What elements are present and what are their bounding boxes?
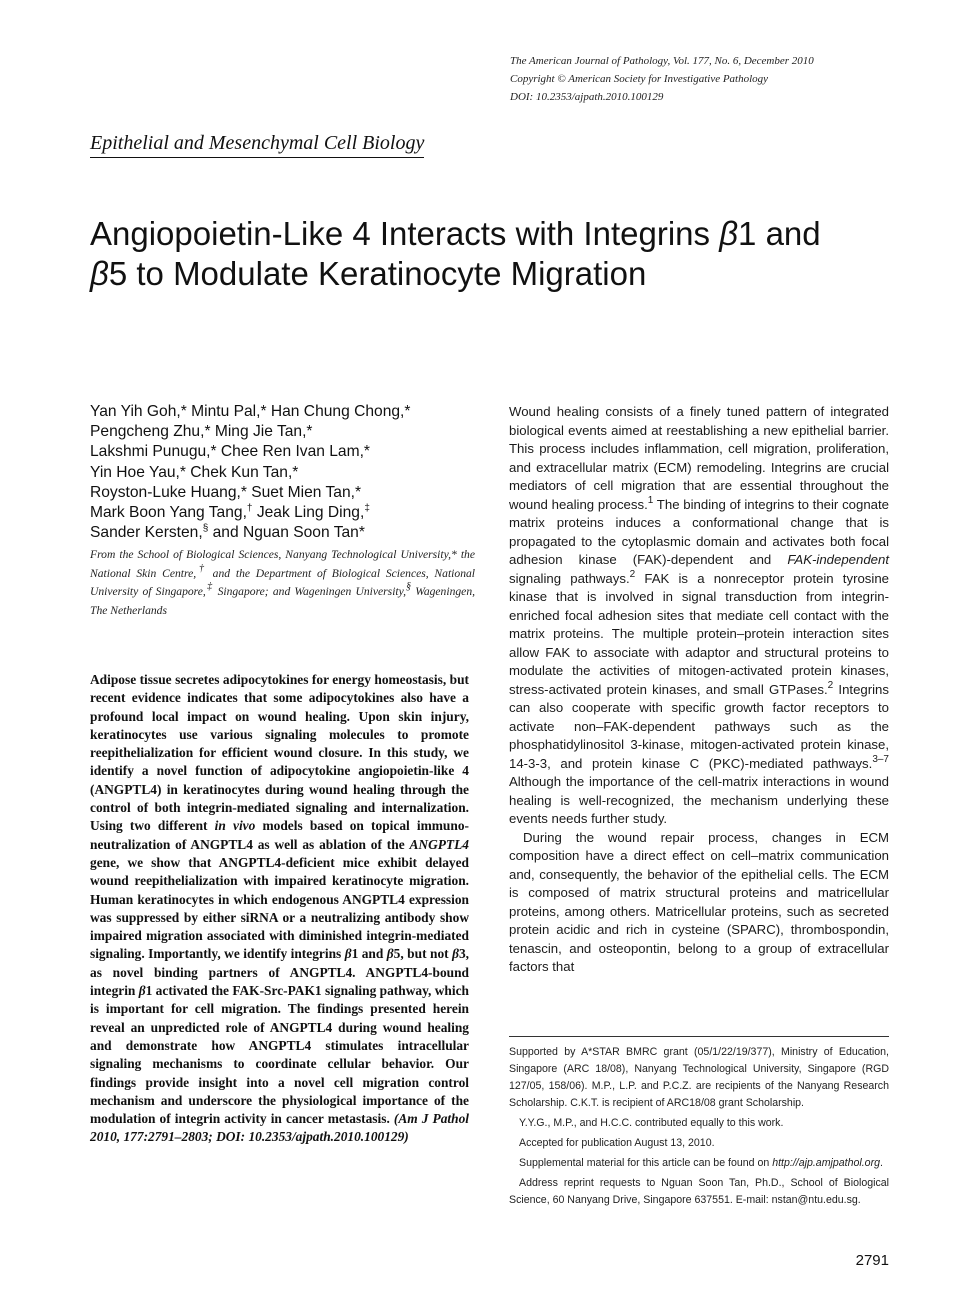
reference-marker: 2 — [629, 568, 636, 580]
reference-marker: 3–7 — [872, 753, 889, 765]
author-line: Lakshmi Punugu,* Chee Ren Ivan Lam,* — [90, 443, 370, 461]
abstract-text: models based on topical immuno-neutralization of ANGPTL4 as well as ablation of the — [90, 818, 469, 852]
journal-citation-line: The American Journal of Pathology, Vol. 177, No. 6, December 2010 — [510, 55, 814, 67]
beta-symbol: β — [138, 983, 146, 999]
affiliation-marker: ‡ — [205, 581, 214, 593]
body-text: FAK is a nonreceptor protein tyrosine kinase that is involved in signal transduction from integrin-enriched focal adhesion sites that mediate cell contact with the matrix proteins. The multiple protein–protein interaction sites allow FAK to associate with adaptor and structural proteins to modulate the activities of mitogen-activated protein kinases, stress-activated protein kinases, and small GTPases. — [509, 570, 889, 697]
affiliation-text: From the School of Biological Sciences, Nanyang Technological University,* the National Skin Centre, — [90, 548, 475, 580]
reference-marker: 1 — [647, 494, 654, 506]
abstract-text: 1 and — [351, 946, 387, 962]
reprint-footnote: Address reprint requests to Nguan Soon Tan, Ph.D., School of Biological Science, 60 Nanyang Drive, Singapore 637551. E-mail: nstan@ntu.edu.sg. — [509, 1177, 889, 1206]
affiliation-marker: † — [246, 503, 253, 515]
footnote-divider — [509, 1036, 889, 1037]
author-name-segment: Mark Boon Yang Tang, — [90, 504, 247, 522]
abstract-italic-term: ANGPTL4 — [409, 836, 469, 852]
page-number: 2791 — [855, 1252, 889, 1269]
affiliation-marker: § — [202, 523, 209, 535]
abstract-text: Adipose tissue secretes adipocytokines for energy homeostasis, but recent evidence indicates that some adipocytokines also have a profound local impact on wound healing. Upon skin injury, keratinocytes use various signaling molecules to promote reepithelialization for efficient wound closure. In this study, we identify a novel function of adipocytokine angiopoietin-like 4 (ANGPTL4) in keratinocytes during wound healing through the control of both integrin-mediated signaling and internalization. Using two different — [90, 672, 469, 834]
abstract-text: gene, we show that ANGPTL4-deficient mice exhibit delayed wound reepithelialization with impaired keratinocyte migration. Human keratinocytes in which endogenous ANGPTL4 expression was suppressed by either siRNA or a neutralizing antibody show impaired migration associated with diminished integrin-mediated signaling. Importantly, we identify integrins — [90, 854, 469, 962]
body-text: The binding of integrins to their cognate matrix proteins induces a conformational change that is propagated to the cytoplasmic domain and activates both focal adhesion kinase (FAK)-dependent and — [509, 496, 889, 567]
title-part-1: Angiopoietin-Like 4 Interacts with Integrins — [90, 215, 720, 252]
author-line: Yan Yih Goh,* Mintu Pal,* Han Chung Chong,* — [90, 403, 411, 420]
abstract — [90, 671, 469, 1147]
author-line — [90, 503, 490, 523]
affiliation-marker: § — [406, 581, 412, 593]
body-italic-term: FAK-independent — [787, 552, 889, 567]
footnote-text: Supplemental material for this article can be found on — [519, 1157, 773, 1169]
body-paragraph-1 — [509, 403, 889, 829]
author-name-segment: Jeak Ling Ding, — [252, 504, 365, 522]
beta-symbol: β — [452, 946, 459, 962]
title-part-3: 5 to Modulate Keratinocyte Migration — [108, 255, 647, 292]
affiliation-text: Wageningen, The Netherlands — [90, 585, 476, 618]
accepted-footnote: Accepted for publication August 13, 2010. — [519, 1137, 715, 1149]
author-line: Yin Hoe Yau,* Chek Kun Tan,* — [90, 463, 299, 481]
affiliation-text: and the Department of Biological Sciences, National University of Singapore, — [90, 566, 476, 599]
body-text: Integrins can also cooperate with specific growth factor receptors to activate non–FAK-dependent pathways such as the phosphatidylinositol 3-kinase, mitogen-activated protein kinase, 14-3-3, and protein kinase C (PKC)-mediated pathways. — [509, 681, 889, 771]
title-part-2: 1 and — [738, 215, 821, 252]
author-line: Royston-Luke Huang,* Suet Mien Tan,* — [90, 483, 362, 501]
author-name-segment: Sander Kersten, — [90, 524, 203, 542]
reference-marker: 2 — [827, 679, 834, 691]
footnotes — [509, 1044, 889, 1212]
affiliation-marker: ‡ — [364, 503, 370, 515]
body-paragraph-2: During the wound repair process, changes in ECM composition have a direct effect on cell–matrix communication and, consequently, the behavior of the epithelial cells. The ECM is composed of matrix structural proteins and matricellular proteins, among others. Matricellular proteins, such as secreted protein acidic and rich in cysteine (SPARC), thrombospondin, tenascin, and osteopontin, belong to a group of extracellular factors that — [509, 829, 889, 974]
funding-footnote: Supported by A*STAR BMRC grant (05/1/22/19/377), Ministry of Education, Singapore (ARC 18/08), Nanyang Technological University, Singapore (RGD 127/05, 158/06). M.P., L.P. and P.C.Z. are recipients of the Nanyang Research Scholarship. C.K.T. is recipient of ARC18/08 grant Scholarship. — [509, 1046, 889, 1109]
beta-symbol: β — [386, 946, 394, 962]
footnote-text: . — [880, 1157, 883, 1169]
title-beta-symbol: β — [719, 215, 739, 252]
supplemental-link[interactable]: http://ajp.amjpathol.org — [772, 1157, 880, 1169]
body-text: Wound healing consists of a finely tuned pattern of integrated biological events aimed at reestablishing a new epithelial barrier. This process includes inflammation, cell migration, proliferation, and extracellular matrix (ECM) remodeling. Integrins are crucial mediators of cell migration that are essential throughout the wound healing process. — [509, 404, 889, 512]
journal-header — [510, 52, 930, 106]
abstract-text: 5, but not — [393, 946, 453, 962]
affiliation-text: Singapore; and Wageningen University, — [213, 585, 407, 599]
author-list — [90, 402, 490, 543]
doi-line: DOI: 10.2353/ajpath.2010.100129 — [510, 91, 664, 103]
abstract-text: 3, as novel binding partners of ANGPTL4. ANGPTL4-bound integrin — [90, 946, 469, 999]
article-title — [90, 214, 910, 294]
abstract-text: 1 activated the FAK-Src-PAK1 signaling pathway, which is important for cell migration. The findings presented herein reveal an unpredicted role of ANGPTL4 during wound healing and demonstrate how ANGPTL4 stimulates intracellular signaling mechanisms to coordinate cellular behavior. Our findings provide insight into a novel cell migration control mechanism and underscore the physiological importance of the modulation of integrin activity in cancer metastasis. — [90, 983, 469, 1127]
affiliation-block — [90, 546, 475, 621]
title-beta-symbol-2: β — [90, 255, 109, 292]
author-line — [90, 523, 490, 543]
abstract-citation: (Am J Pathol 2010, 177:2791–2803; DOI: 10.2353/ajpath.2010.100129) — [90, 1111, 470, 1145]
equal-contribution-footnote: Y.Y.G., M.P., and H.C.C. contributed equally to this work. — [519, 1117, 784, 1129]
beta-symbol: β — [344, 946, 352, 962]
supplemental-footnote — [509, 1155, 889, 1172]
body-text-column — [509, 403, 889, 977]
section-label: Epithelial and Mesenchymal Cell Biology — [90, 132, 424, 158]
author-line: Pengcheng Zhu,* Ming Jie Tan,* — [90, 423, 313, 441]
affiliation-marker: † — [196, 562, 207, 574]
abstract-italic-term: in vivo — [214, 818, 256, 834]
copyright-line: Copyright © American Society for Investigative Pathology — [510, 73, 769, 85]
author-name-segment: and Nguan Soon Tan* — [208, 524, 365, 542]
body-text: signaling pathways. — [509, 570, 630, 586]
body-text: Although the importance of the cell-matrix interactions in wound healing is well-recognized, the mechanism underlying these events needs further study. — [509, 774, 889, 826]
